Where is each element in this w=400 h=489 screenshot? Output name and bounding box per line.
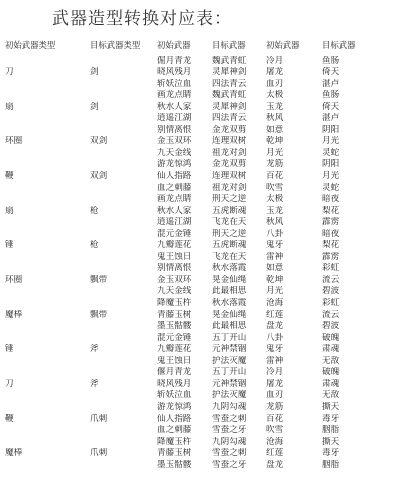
table-cell: 碧波 [322,321,340,332]
table-cell: 五虎断魂 [212,205,247,216]
table-cell: 护法灭魔 [212,355,247,366]
table-cell: 扇 [5,205,14,216]
table-row [0,275,400,287]
table-cell: 月光 [266,147,284,158]
table-cell: 太极 [266,194,284,205]
table-cell: 降魔玉杵 [157,298,192,309]
table-header-row [0,40,400,52]
table-cell: 画龙点睛 [157,194,192,205]
table-cell: 九瓣莲花 [157,344,192,355]
table-cell: 彩虹 [322,298,340,309]
table-cell: 雪蚕之刺 [212,448,247,459]
header-cell: 目标武器类型 [90,40,141,50]
table-cell: 混元金锤 [157,228,192,239]
table-cell: 雷神 [266,251,284,262]
table-cell: 魔棒 [5,448,23,459]
table-cell: 偃月青龙 [157,367,192,378]
table-cell: 斩妖泣血 [157,390,192,401]
table-row [0,56,400,68]
table-cell: 沧海 [266,298,284,309]
conversion-table [0,40,400,471]
page-title: 武器造型转换对应表： [52,9,232,29]
table-cell: 剑 [90,67,99,78]
table-row [0,113,400,125]
table-row [0,240,400,252]
table-cell: 鬼牙 [266,344,284,355]
table-cell: 八卦 [266,228,284,239]
table-cell: 环圈 [5,274,23,285]
table-cell: 九天金线 [157,286,192,297]
table-cell: 灵蛇 [322,147,340,158]
table-cell: 四法青云 [212,78,247,89]
table-cell: 混元金锤 [157,332,192,343]
table-cell: 百花 [266,413,284,424]
table-cell: 百花 [266,171,284,182]
table-cell: 飞龙在天 [212,251,247,262]
table-cell: 灵犀神剑 [212,67,247,78]
table-row [0,125,400,137]
table-cell: 别情离恨 [157,124,192,135]
table-cell: 鬼牙 [266,240,284,251]
table-cell: 无敌 [322,355,340,366]
table-cell: 暗夜 [322,194,340,205]
table-cell: 锤 [5,240,14,251]
table-cell: 剑 [90,101,99,112]
table-cell: 撕天 [322,401,340,412]
table-cell: 别情离恨 [157,263,192,274]
table-cell: 倚天 [322,67,340,78]
header-cell: 初始武器 [157,40,191,50]
table-cell: 碧波 [322,286,340,297]
table-cell: 四法青云 [212,113,247,124]
header-cell: 初始武器类型 [5,40,56,50]
table-cell: 青藤玉树 [157,309,192,320]
table-cell: 霹雳 [322,217,340,228]
table-cell: 枪 [90,205,99,216]
table-cell: 玉龙 [266,205,284,216]
table-cell: 五丁开山 [212,367,247,378]
table-cell: 雷神 [266,355,284,366]
table-cell: 玉龙 [266,101,284,112]
table-cell: 刀 [5,378,14,389]
table-cell: 仙人指路 [157,171,192,182]
table-cell: 此最相思 [212,321,247,332]
table-cell: 墨玉骷髅 [157,321,192,332]
table-cell: 盘龙 [266,321,284,332]
table-cell: 如意 [266,124,284,135]
table-row [0,402,400,414]
table-cell: 逍遥江湖 [157,217,192,228]
header-cell: 目标武器 [322,40,356,50]
table-row [0,367,400,379]
table-cell: 阴阳 [322,124,340,135]
table-cell: 爪刺 [90,448,108,459]
table-cell: 血刃 [266,390,284,401]
table-cell: 沧海 [266,436,284,447]
table-cell: 扇 [5,101,14,112]
table-cell: 龙筋 [266,159,284,170]
table-cell: 爪刺 [90,413,108,424]
table-cell: 晃金仙绳 [212,274,247,285]
table-cell: 雪蚕之牙 [212,425,247,436]
table-cell: 肃魂 [322,378,340,389]
table-cell: 金玉双环 [157,274,192,285]
table-cell: 金玉双环 [157,136,192,147]
table-cell: 吹雪 [266,425,284,436]
table-cell: 胭脂 [322,459,340,470]
table-cell: 霹雳 [322,251,340,262]
table-row [0,379,400,391]
table-cell: 连理双树 [212,171,247,182]
table-row [0,460,400,472]
table-row [0,206,400,218]
table-cell: 梨花 [322,240,340,251]
table-cell: 刀 [5,67,14,78]
table-cell: 画龙点睛 [157,90,192,101]
table-cell: 月光 [266,286,284,297]
table-cell: 月光 [322,136,340,147]
table-cell: 元神禁锢 [212,344,247,355]
table-cell: 鬼王蚀日 [157,355,192,366]
table-row [0,159,400,171]
table-cell: 流云 [322,309,340,320]
table-row [0,148,400,160]
table-cell: 护法灭魔 [212,390,247,401]
table-cell: 撕天 [322,436,340,447]
table-cell: 秋水落霞 [212,263,247,274]
table-body [0,56,400,472]
table-cell: 斧 [90,378,99,389]
table-cell: 刑天之逆 [212,194,247,205]
table-row [0,79,400,91]
table-cell: 秋风 [266,217,284,228]
table-cell: 屠龙 [266,67,284,78]
table-cell: 九天金线 [157,147,192,158]
table-cell: 魏武青虹 [212,90,247,101]
table-cell: 灵蛇 [322,182,340,193]
table-cell: 五丁开山 [212,332,247,343]
table-row [0,67,400,79]
table-cell: 游龙惊鸿 [157,401,192,412]
table-cell: 毒牙 [322,413,340,424]
table-row [0,448,400,460]
table-row [0,252,400,264]
table-row [0,390,400,402]
header-cell: 初始武器 [266,40,300,50]
table-cell: 血刃 [266,78,284,89]
table-cell: 刑天之逆 [212,228,247,239]
table-cell: 冷月 [266,367,284,378]
table-cell: 环圈 [5,136,23,147]
table-cell: 秋水人家 [157,205,192,216]
table-cell: 斧 [90,344,99,355]
table-cell: 秋风 [266,113,284,124]
table-row [0,102,400,114]
table-cell: 湛卢 [322,113,340,124]
table-cell: 鱼肠 [322,55,340,66]
table-cell: 元神禁锢 [212,378,247,389]
table-cell: 血之刺藤 [157,425,192,436]
table-cell: 雪蚕之牙 [212,459,247,470]
table-cell: 鱼肠 [322,90,340,101]
table-cell: 墨玉骷髅 [157,459,192,470]
table-cell: 乾坤 [266,274,284,285]
table-cell: 月光 [322,171,340,182]
table-cell: 晃金仙绳 [212,309,247,320]
table-cell: 九阴勾魂 [212,401,247,412]
table-cell: 九瓣莲花 [157,240,192,251]
table-row [0,171,400,183]
table-cell: 飘带 [90,309,108,320]
table-row [0,90,400,102]
table-cell: 魔棒 [5,309,23,320]
table-row [0,310,400,322]
table-row [0,298,400,310]
table-row [0,437,400,449]
table-cell: 斩妖泣血 [157,78,192,89]
header-cell: 目标武器 [212,40,246,50]
table-cell: 祖龙对剑 [212,182,247,193]
table-cell: 此最相思 [212,286,247,297]
table-row [0,356,400,368]
table-cell: 红莲 [266,309,284,320]
table-cell: 青藤玉树 [157,448,192,459]
table-cell: 龙筋 [266,401,284,412]
table-cell: 双剑 [90,136,108,147]
table-row [0,217,400,229]
table-row [0,229,400,241]
table-cell: 九阴勾魂 [212,436,247,447]
table-cell: 鞭 [5,413,14,424]
table-cell: 流云 [322,274,340,285]
table-row [0,321,400,333]
table-cell: 屠龙 [266,378,284,389]
table-cell: 鬼王蚀日 [157,251,192,262]
table-cell: 枪 [90,240,99,251]
table-cell: 飞龙在天 [212,217,247,228]
table-cell: 晓风残月 [157,378,192,389]
table-cell: 八卦 [266,332,284,343]
table-cell: 破魄 [322,332,340,343]
table-cell: 逍遥江湖 [157,113,192,124]
table-row [0,286,400,298]
table-cell: 晓风残月 [157,67,192,78]
table-cell: 灵犀神剑 [212,101,247,112]
table-row [0,333,400,345]
table-cell: 鞭 [5,171,14,182]
table-cell: 血之刺藤 [157,182,192,193]
table-cell: 魏武青虹 [212,55,247,66]
table-cell: 彩虹 [322,263,340,274]
table-row [0,263,400,275]
table-cell: 秋水落霞 [212,298,247,309]
table-cell: 胭脂 [322,425,340,436]
table-row [0,194,400,206]
table-cell: 仙人指路 [157,413,192,424]
table-cell: 如意 [266,263,284,274]
table-row [0,414,400,426]
table-cell: 冷月 [266,55,284,66]
table-cell: 五虎断魂 [212,240,247,251]
table-cell: 红莲 [266,448,284,459]
table-cell: 连理双树 [212,136,247,147]
table-row [0,425,400,437]
table-cell: 锤 [5,344,14,355]
table-cell: 降魔玉杵 [157,436,192,447]
table-cell: 盘龙 [266,459,284,470]
table-cell: 飘带 [90,274,108,285]
table-cell: 秋水人家 [157,101,192,112]
table-cell: 金龙双剪 [212,159,247,170]
table-cell: 梨花 [322,205,340,216]
table-cell: 暗夜 [322,228,340,239]
table-cell: 游龙惊鸿 [157,159,192,170]
table-cell: 破魄 [322,367,340,378]
table-cell: 雪蚕之刺 [212,413,247,424]
table-row [0,183,400,195]
table-cell: 金龙双剪 [212,124,247,135]
table-cell: 毒牙 [322,448,340,459]
table-cell: 肃魂 [322,344,340,355]
table-cell: 吹雪 [266,182,284,193]
table-cell: 无敌 [322,390,340,401]
table-cell: 倚天 [322,101,340,112]
table-row [0,344,400,356]
table-cell: 太极 [266,90,284,101]
table-cell: 湛卢 [322,78,340,89]
table-row [0,136,400,148]
table-cell: 乾坤 [266,136,284,147]
table-cell: 倔月青龙 [157,55,192,66]
table-cell: 双剑 [90,171,108,182]
table-cell: 祖龙对剑 [212,147,247,158]
table-cell: 阴阳 [322,159,340,170]
